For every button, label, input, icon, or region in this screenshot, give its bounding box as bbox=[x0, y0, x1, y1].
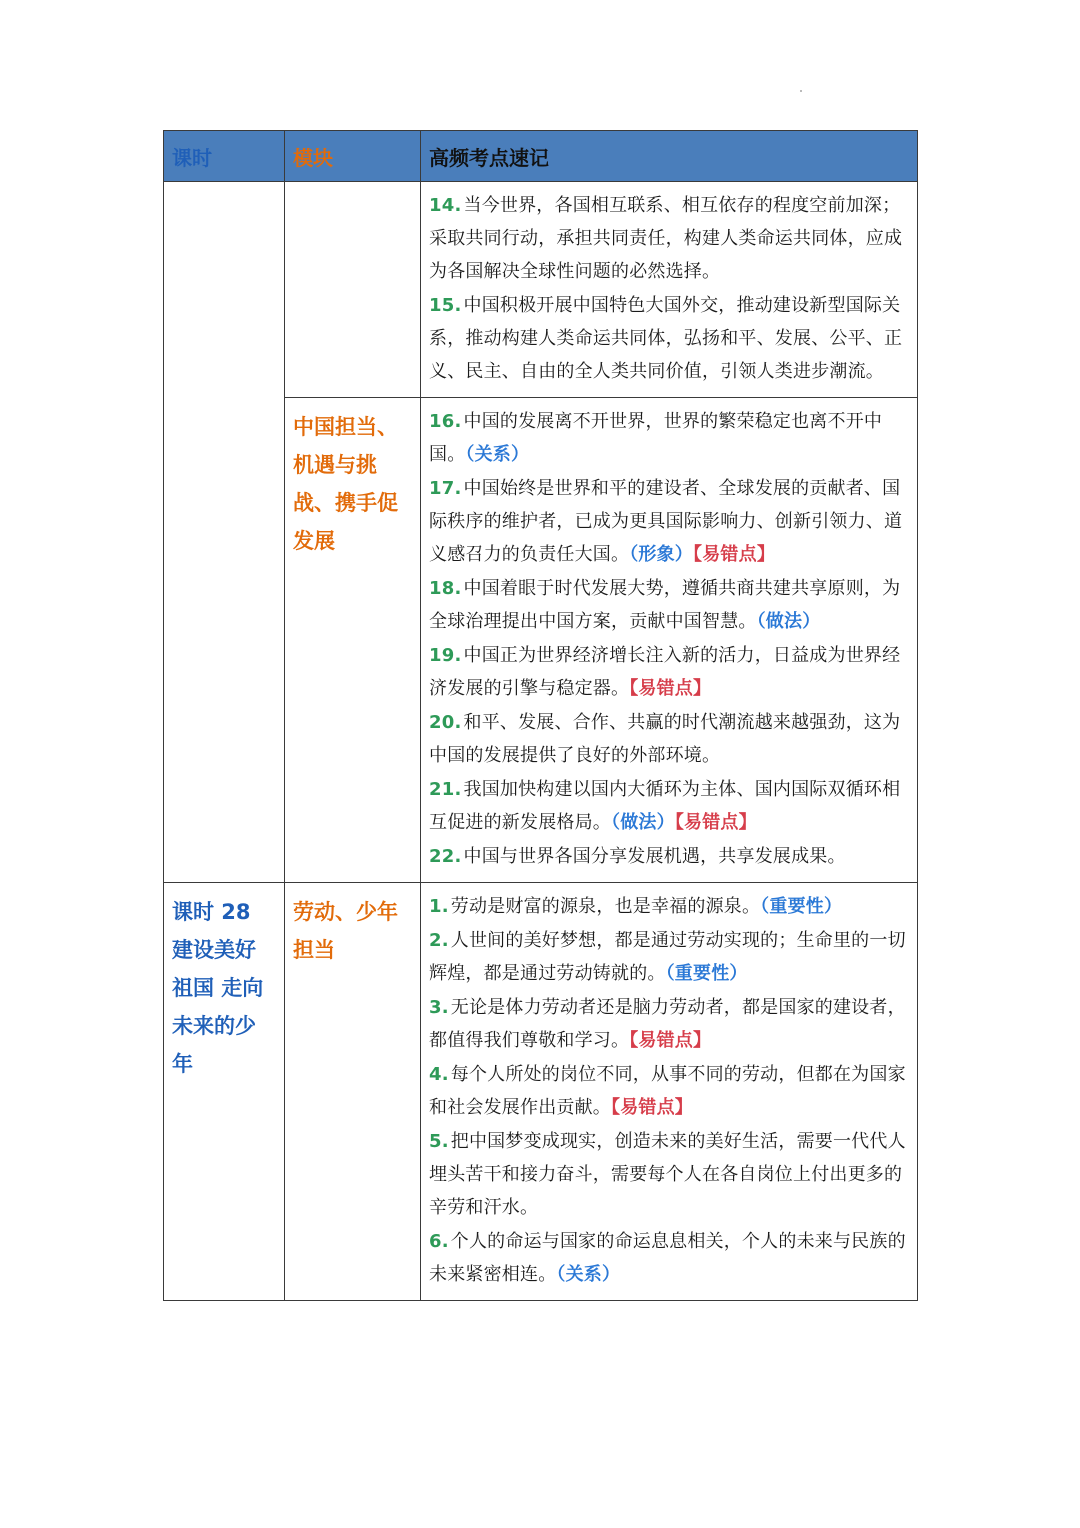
module-cell: 中国担当、机遇与挑战、携手促发展 bbox=[285, 398, 421, 883]
table-header-row bbox=[164, 131, 918, 182]
point-number: 15. bbox=[429, 295, 462, 316]
point-item bbox=[429, 189, 911, 288]
point-item bbox=[429, 472, 911, 571]
point-number: 20. bbox=[429, 712, 462, 733]
point-number: 21. bbox=[429, 779, 462, 800]
point-text: 个人的命运与国家的命运息息相关，个人的未来与民族的未来紧密相连。 bbox=[429, 1231, 906, 1285]
page-speck bbox=[800, 90, 802, 92]
tag-category: （做法） bbox=[756, 611, 821, 632]
tag-error-prone: 【易错点】 bbox=[693, 544, 776, 565]
point-item bbox=[429, 405, 911, 471]
tag-category: （做法） bbox=[611, 812, 675, 833]
tag-error-prone: 【易错点】 bbox=[629, 678, 712, 699]
points-cell bbox=[421, 182, 918, 398]
point-item bbox=[429, 773, 911, 839]
point-item bbox=[429, 1058, 911, 1124]
table-row bbox=[164, 883, 918, 1301]
point-text: 中国的发展离不开世界，世界的繁荣稳定也离不开中国。 bbox=[429, 411, 883, 465]
point-item bbox=[429, 639, 911, 705]
point-number: 2. bbox=[429, 930, 449, 951]
point-text: 中国着眼于时代发展大势，遵循共商共建共享原则，为全球治理提出中国方案，贡献中国智慧。 bbox=[429, 578, 901, 632]
review-notes-table bbox=[163, 130, 918, 1301]
point-number: 17. bbox=[429, 478, 462, 499]
header-points: 高频考点速记 bbox=[421, 131, 918, 182]
point-number: 22. bbox=[429, 846, 462, 867]
point-text: 无论是体力劳动者还是脑力劳动者，都是国家的建设者，都值得我们尊敬和学习。 bbox=[429, 997, 906, 1051]
tag-error-prone: 【易错点】 bbox=[611, 1097, 693, 1118]
tag-error-prone: 【易错点】 bbox=[674, 812, 757, 833]
header-module: 模块 bbox=[285, 131, 421, 182]
point-item bbox=[429, 572, 911, 638]
tag-category: （关系） bbox=[465, 444, 530, 465]
point-number: 19. bbox=[429, 645, 462, 666]
point-item bbox=[429, 840, 911, 873]
lesson-cell: 课时 28 建设美好祖国 走向未来的少年 bbox=[164, 883, 285, 1301]
point-item bbox=[429, 1125, 911, 1224]
point-item bbox=[429, 924, 911, 990]
point-number: 16. bbox=[429, 411, 462, 432]
table-row bbox=[164, 182, 918, 398]
point-text: 劳动是财富的源泉，也是幸福的源泉。 bbox=[450, 896, 761, 917]
point-text: 中国积极开展中国特色大国外交，推动建设新型国际关系，推动构建人类命运共同体，弘扬和平、发展、公平、正义、民主、自由的全人类共同价值，引领人类进步潮流。 bbox=[429, 295, 903, 382]
tag-category: （重要性） bbox=[760, 896, 843, 917]
point-item bbox=[429, 1225, 911, 1291]
point-text: 我国加快构建以国内大循环为主体、国内国际双循环相互促进的新发展格局。 bbox=[429, 779, 901, 833]
point-number: 3. bbox=[429, 997, 449, 1018]
lesson-cell bbox=[164, 182, 285, 883]
tag-category: （形象） bbox=[629, 544, 694, 565]
module-cell: 劳动、少年担当 bbox=[285, 883, 421, 1301]
tag-error-prone: 【易错点】 bbox=[629, 1030, 712, 1051]
point-text: 中国始终是世界和平的建设者、全球发展的贡献者、国际秩序的维护者，已成为更具国际影响力、创新引领力、道义感召力的负责任大国。 bbox=[429, 478, 903, 565]
header-lesson: 课时 bbox=[164, 131, 285, 182]
module-cell bbox=[285, 182, 421, 398]
point-item bbox=[429, 289, 911, 388]
point-item bbox=[429, 991, 911, 1057]
point-text: 把中国梦变成现实，创造未来的美好生活，需要一代代人埋头苦干和接力奋斗，需要每个人在各自岗位上付出更多的辛劳和汗水。 bbox=[429, 1131, 906, 1218]
point-item bbox=[429, 890, 911, 923]
tag-category: （关系） bbox=[556, 1264, 621, 1285]
point-number: 6. bbox=[429, 1231, 449, 1252]
point-number: 4. bbox=[429, 1064, 449, 1085]
point-item bbox=[429, 706, 911, 772]
point-number: 5. bbox=[429, 1131, 449, 1152]
point-text: 中国正为世界经济增长注入新的活力，日益成为世界经济发展的引擎与稳定器。 bbox=[429, 645, 901, 699]
point-text: 当今世界，各国相互联系、相互依存的程度空前加深；采取共同行动，承担共同责任，构建人类命运共同体，应成为各国解决全球性问题的必然选择。 bbox=[429, 195, 903, 282]
point-number: 1. bbox=[429, 896, 449, 917]
point-text: 和平、发展、合作、共赢的时代潮流越来越强劲，这为中国的发展提供了良好的外部环境。 bbox=[429, 712, 901, 766]
points-cell bbox=[421, 398, 918, 883]
tag-category: （重要性） bbox=[665, 963, 748, 984]
points-cell bbox=[421, 883, 918, 1301]
point-text: 每个人所处的岗位不同，从事不同的劳动，但都在为国家和社会发展作出贡献。 bbox=[429, 1064, 906, 1118]
point-text: 人世间的美好梦想，都是通过劳动实现的；生命里的一切辉煌，都是通过劳动铸就的。 bbox=[429, 930, 906, 984]
point-number: 18. bbox=[429, 578, 462, 599]
point-number: 14. bbox=[429, 195, 462, 216]
point-text: 中国与世界各国分享发展机遇，共享发展成果。 bbox=[463, 846, 846, 867]
